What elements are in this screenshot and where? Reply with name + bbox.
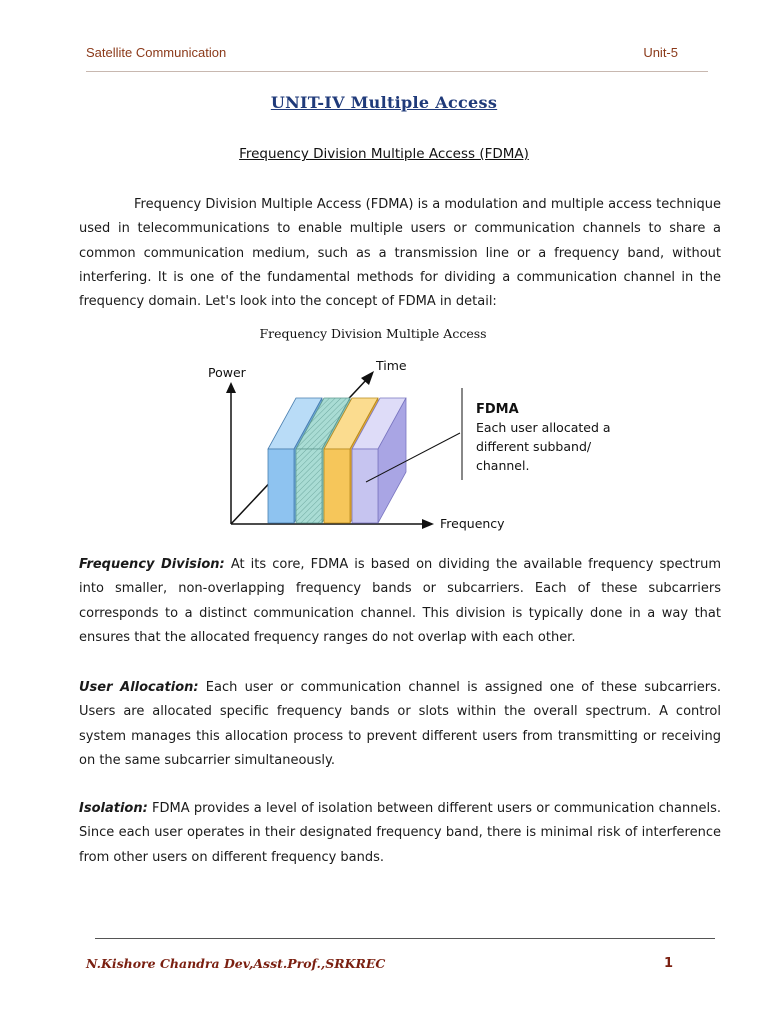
footer-divider bbox=[95, 938, 715, 939]
point-text: Each user or communication channel is assigned one of these subcarriers. Users are allocated specific frequency bands or slots within the overall spectrum. A control system manages this allocation process to prevent different users from transmitting or receiving on the same subcarrier simultaneously. bbox=[79, 680, 721, 768]
diagram-title: Frequency Division Multiple Access bbox=[259, 326, 487, 341]
point-user-allocation bbox=[79, 676, 721, 773]
point-frequency-division bbox=[79, 553, 721, 650]
power-label: Power bbox=[208, 365, 246, 380]
footer-author: N.Kishore Chandra Dev,Asst.Prof.,SRKREC bbox=[86, 956, 386, 971]
frequency-axis-arrow bbox=[422, 519, 434, 529]
point-term: User Allocation: bbox=[79, 680, 199, 695]
intro-text: Frequency Division Multiple Access (FDMA) is a modulation and multiple access technique used in telecommunications to enable multiple users or communication channels to share a common communication medium, such as a transmission line or a frequency band, without interfering. It is one of the fundamental methods for dividing a communication channel in the frequency domain. Let's look into the concept of FDMA in detail: bbox=[79, 197, 721, 310]
unit-title: UNIT-IV Multiple Access bbox=[270, 93, 498, 112]
point-text: FDMA provides a level of isolation between different users or communication channels. Since each user operates in their designated frequency band, there is minimal risk of interference from other users on different frequency bands. bbox=[79, 801, 721, 865]
power-axis-arrow bbox=[226, 382, 236, 393]
frequency-label: Frequency bbox=[440, 516, 505, 531]
section-title: Frequency Division Multiple Access (FDMA) bbox=[239, 146, 529, 162]
callout-line-2: different subband/ bbox=[476, 439, 592, 454]
fdma-diagram bbox=[198, 320, 638, 540]
point-text: At its core, FDMA is based on dividing the available frequency spectrum into smaller, non-overlapping frequency bands or subcarriers. Each of these subcarriers corresponds to a distinct communication channel. This division is typically done in a way that ensures that the allocated frequency ranges do not overlap with each other. bbox=[79, 557, 721, 645]
point-term: Frequency Division: bbox=[79, 557, 225, 572]
header-course-title: Satellite Communication bbox=[86, 45, 227, 60]
header-unit-label: Unit-5 bbox=[643, 45, 678, 60]
page-number: 1 bbox=[664, 956, 674, 971]
callout-line-1: Each user allocated a bbox=[476, 420, 611, 435]
header-divider bbox=[86, 71, 708, 72]
intro-paragraph bbox=[79, 193, 721, 314]
callout-line-3: channel. bbox=[476, 458, 530, 473]
time-label: Time bbox=[376, 358, 407, 373]
callout-title: FDMA bbox=[476, 402, 519, 417]
point-isolation bbox=[79, 797, 721, 870]
point-term: Isolation: bbox=[79, 801, 148, 816]
